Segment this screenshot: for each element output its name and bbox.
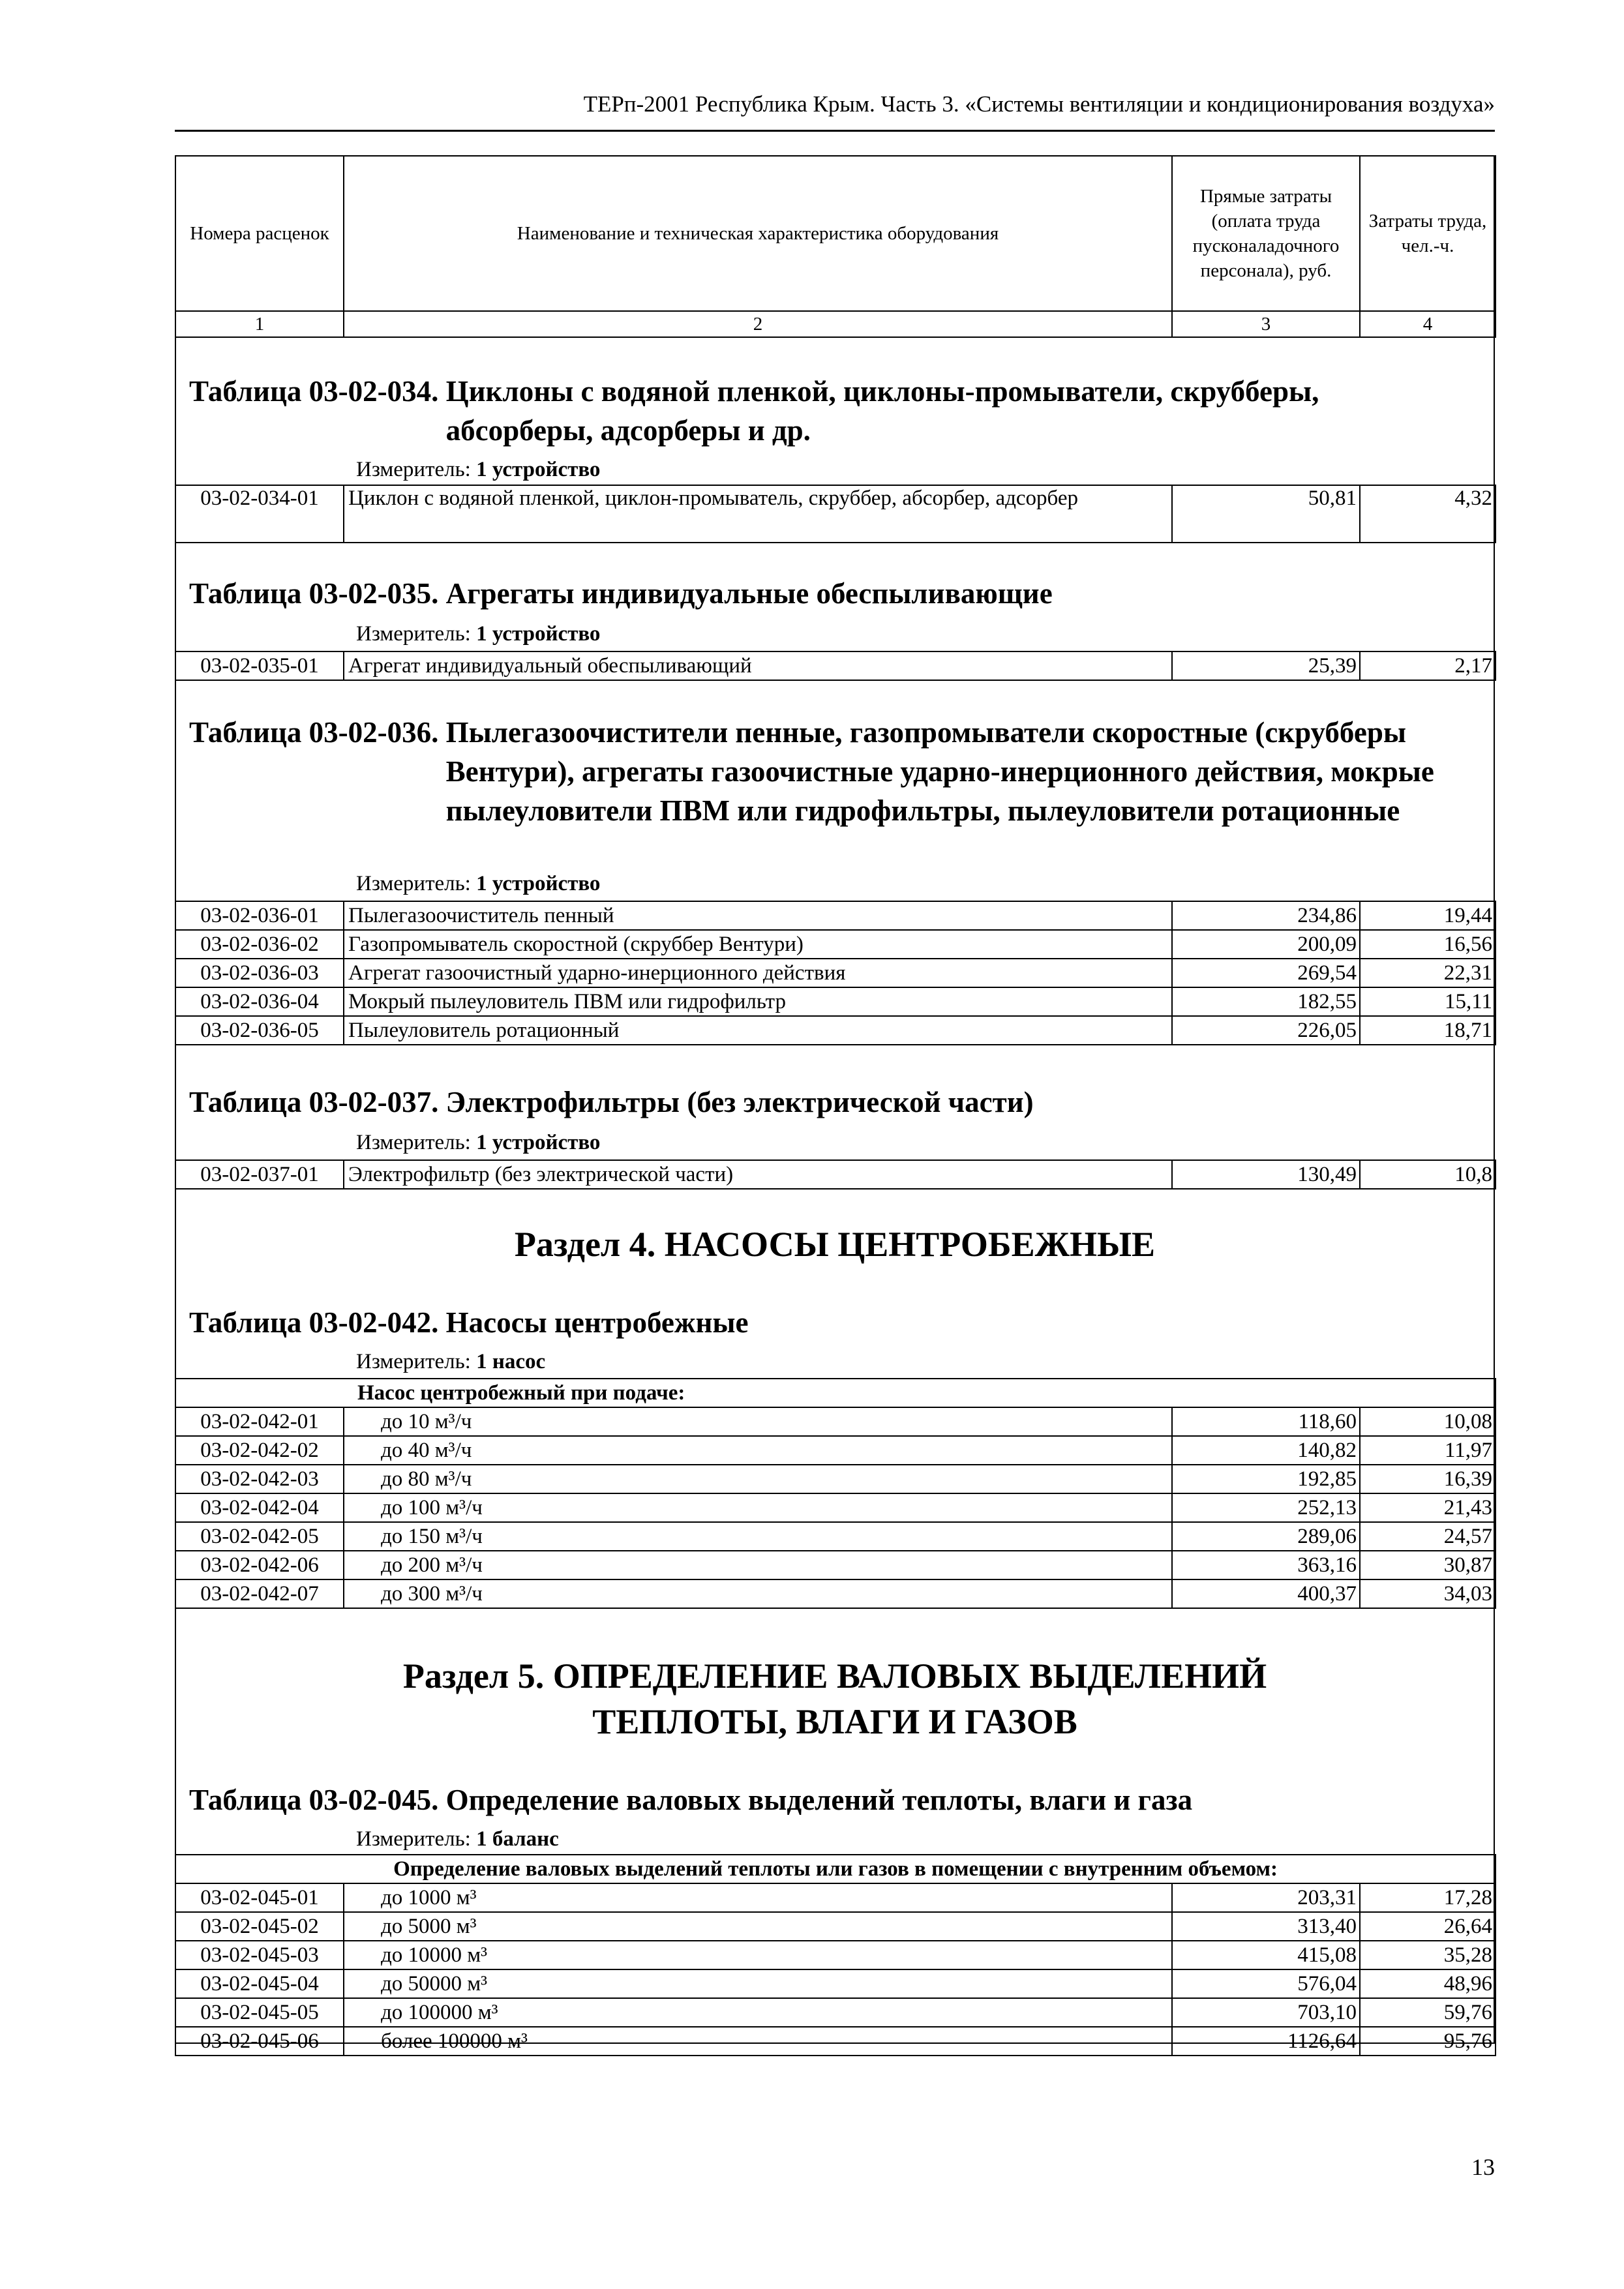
table-037-prefix: Таблица 03-02-037. (189, 1086, 439, 1118)
labor-cost: 26,64 (1360, 1912, 1496, 1941)
rate-code: 03-02-036-03 (175, 959, 344, 987)
labor-cost: 21,43 (1360, 1493, 1496, 1522)
direct-cost: 192,85 (1172, 1465, 1360, 1493)
table-034 (175, 485, 1496, 543)
table-042 (175, 1378, 1496, 1609)
measure-label: Измеритель: (356, 458, 471, 481)
header-cost: Прямые затраты (оплата труда пусконаладочного персонала), руб. (1172, 156, 1360, 311)
item-name: до 100000 м³ (344, 1998, 1172, 2027)
item-name: до 100 м³/ч (344, 1493, 1172, 1522)
table-row (175, 651, 1496, 680)
item-name: до 40 м³/ч (344, 1436, 1172, 1465)
header-num-2: 2 (344, 311, 1172, 337)
rate-code: 03-02-045-04 (175, 1969, 344, 1998)
item-name: Агрегат индивидуальный обеспыливающий (344, 651, 1172, 680)
table-row (175, 930, 1496, 959)
item-name: Пылегазоочиститель пенный (344, 901, 1172, 930)
labor-cost: 10,8 (1360, 1160, 1496, 1189)
labor-cost: 15,11 (1360, 987, 1496, 1016)
rate-code: 03-02-036-02 (175, 930, 344, 959)
table-036-prefix: Таблица 03-02-036. (189, 716, 439, 749)
measure-unit: 1 устройство (476, 622, 601, 646)
labor-cost: 18,71 (1360, 1016, 1496, 1045)
table-036-name: Пылегазоочистители пенные, газопромыватели скоростные (скрубберы Вентури), агрегаты газоочистные ударно-инерционного действия, мокрые пылеуловители ПВМ или гидрофильтры, пылеуловители ротационные (445, 716, 1434, 827)
labor-cost: 35,28 (1360, 1941, 1496, 1969)
item-name: Мокрый пылеуловитель ПВМ или гидрофильтр (344, 987, 1172, 1016)
rate-code: 03-02-036-05 (175, 1016, 344, 1045)
direct-cost: 226,05 (1172, 1016, 1360, 1045)
labor-cost: 17,28 (1360, 1883, 1496, 1912)
rate-code: 03-02-042-02 (175, 1436, 344, 1465)
table-034-measure (356, 456, 600, 483)
direct-cost: 118,60 (1172, 1407, 1360, 1436)
table-045-prefix: Таблица 03-02-045. (189, 1784, 439, 1816)
rate-code: 03-02-042-03 (175, 1465, 344, 1493)
rate-code: 03-02-042-06 (175, 1551, 344, 1579)
page-number: 13 (1471, 2154, 1495, 2180)
table-group-row (175, 1379, 1496, 1407)
direct-cost: 130,49 (1172, 1160, 1360, 1189)
measure-label: Измеритель: (356, 1827, 471, 1851)
header-num-1: 1 (175, 311, 344, 337)
direct-cost: 25,39 (1172, 651, 1360, 680)
table-row (175, 1160, 1496, 1189)
table-042-measure (356, 1349, 545, 1375)
table-row (175, 1579, 1496, 1608)
direct-cost: 400,37 (1172, 1579, 1360, 1608)
item-name: до 1000 м³ (344, 1883, 1172, 1912)
header-num-3: 3 (1172, 311, 1360, 337)
table-045 (175, 1854, 1496, 2056)
measure-unit: 1 баланс (476, 1827, 559, 1851)
column-header-table (175, 155, 1496, 338)
direct-cost: 182,55 (1172, 987, 1360, 1016)
labor-cost: 16,56 (1360, 930, 1496, 959)
table-row (175, 901, 1496, 930)
running-header: ТЕРп-2001 Республика Крым. Часть 3. «Системы вентиляции и кондиционирования воздуха» (583, 91, 1495, 117)
rate-code: 03-02-036-01 (175, 901, 344, 930)
item-name: до 200 м³/ч (344, 1551, 1172, 1579)
rate-code: 03-02-037-01 (175, 1160, 344, 1189)
labor-cost: 2,17 (1360, 651, 1496, 680)
table-row (175, 1016, 1496, 1045)
table-row (175, 485, 1496, 543)
table-row (175, 2027, 1496, 2056)
table-035-measure (356, 621, 600, 647)
table-034-name: Циклоны с водяной пленкой, циклоны-промыватели, скрубберы, абсорберы, адсорберы и др. (445, 375, 1319, 447)
direct-cost: 234,86 (1172, 901, 1360, 930)
rate-code: 03-02-045-02 (175, 1912, 344, 1941)
table-row (175, 1941, 1496, 1969)
labor-cost: 11,97 (1360, 1436, 1496, 1465)
table-row (175, 1436, 1496, 1465)
table-row (175, 1407, 1496, 1436)
measure-unit: 1 устройство (476, 872, 601, 895)
table-row (175, 1493, 1496, 1522)
direct-cost: 313,40 (1172, 1912, 1360, 1941)
rate-code: 03-02-045-06 (175, 2027, 344, 2056)
table-row (175, 1969, 1496, 1998)
measure-label: Измеритель: (356, 1350, 471, 1373)
table-036-measure (356, 871, 600, 897)
table-037-title (189, 1083, 1494, 1122)
labor-cost: 16,39 (1360, 1465, 1496, 1493)
group-heading: Определение валовых выделений теплоты или газов в помещении с внутренним объемом: (175, 1855, 1496, 1883)
labor-cost: 48,96 (1360, 1969, 1496, 1998)
rate-code: 03-02-045-01 (175, 1883, 344, 1912)
measure-unit: 1 насос (476, 1350, 546, 1373)
labor-cost: 19,44 (1360, 901, 1496, 930)
labor-cost: 10,08 (1360, 1407, 1496, 1436)
labor-cost: 59,76 (1360, 1998, 1496, 2027)
rate-code: 03-02-045-05 (175, 1998, 344, 2027)
direct-cost: 252,13 (1172, 1493, 1360, 1522)
measure-label: Измеритель: (356, 622, 471, 646)
table-036 (175, 901, 1496, 1045)
table-045-title (189, 1780, 1494, 1819)
table-045-measure (356, 1826, 559, 1852)
table-042-prefix: Таблица 03-02-042. (189, 1306, 439, 1339)
table-row (175, 1522, 1496, 1551)
labor-cost: 95,76 (1360, 2027, 1496, 2056)
table-037-measure (356, 1130, 600, 1156)
item-name: Электрофильтр (без электрической части) (344, 1160, 1172, 1189)
header-rule (175, 130, 1495, 132)
rate-code: 03-02-042-07 (175, 1579, 344, 1608)
labor-cost: 24,57 (1360, 1522, 1496, 1551)
table-037 (175, 1159, 1496, 1189)
rate-code: 03-02-042-05 (175, 1522, 344, 1551)
item-name: Газопромыватель скоростной (скруббер Вентури) (344, 930, 1172, 959)
labor-cost: 22,31 (1360, 959, 1496, 987)
labor-cost: 30,87 (1360, 1551, 1496, 1579)
table-035-prefix: Таблица 03-02-035. (189, 577, 439, 610)
measure-label: Измеритель: (356, 1131, 471, 1154)
table-035-name: Агрегаты индивидуальные обеспыливающие (445, 577, 1053, 610)
item-name: до 80 м³/ч (344, 1465, 1172, 1493)
item-name: Агрегат газоочистный ударно-инерционного действия (344, 959, 1172, 987)
group-heading: Насос центробежный при подаче: (175, 1379, 1496, 1407)
rate-code: 03-02-036-04 (175, 987, 344, 1016)
table-row (175, 959, 1496, 987)
header-name: Наименование и техническая характеристика оборудования (344, 156, 1172, 311)
item-name: до 50000 м³ (344, 1969, 1172, 1998)
item-name: более 100000 м³ (344, 2027, 1172, 2056)
direct-cost: 1126,64 (1172, 2027, 1360, 2056)
direct-cost: 200,09 (1172, 930, 1360, 959)
table-036-title (189, 713, 1494, 830)
measure-unit: 1 устройство (476, 1131, 601, 1154)
table-035-title (189, 574, 1494, 613)
table-row (175, 1998, 1496, 2027)
labor-cost: 34,03 (1360, 1579, 1496, 1608)
rate-code: 03-02-042-01 (175, 1407, 344, 1436)
table-037-name: Электрофильтры (без электрической части) (445, 1086, 1034, 1118)
rate-code: 03-02-042-04 (175, 1493, 344, 1522)
direct-cost: 203,31 (1172, 1883, 1360, 1912)
direct-cost: 140,82 (1172, 1436, 1360, 1465)
item-name: до 10000 м³ (344, 1941, 1172, 1969)
table-row (175, 987, 1496, 1016)
measure-unit: 1 устройство (476, 458, 601, 481)
header-code: Номера расценок (175, 156, 344, 311)
header-num-4: 4 (1360, 311, 1496, 337)
item-name: до 5000 м³ (344, 1912, 1172, 1941)
section-4-heading: Раздел 4. НАСОСЫ ЦЕНТРОБЕЖНЫЕ (514, 1225, 1156, 1264)
rate-code: 03-02-035-01 (175, 651, 344, 680)
table-035 (175, 651, 1496, 681)
direct-cost: 576,04 (1172, 1969, 1360, 1998)
direct-cost: 50,81 (1172, 485, 1360, 543)
table-045-name: Определение валовых выделений теплоты, влаги и газа (445, 1784, 1193, 1816)
table-042-name: Насосы центробежные (445, 1306, 749, 1339)
item-name: до 10 м³/ч (344, 1407, 1172, 1436)
item-name: до 150 м³/ч (344, 1522, 1172, 1551)
item-name: Циклон с водяной пленкой, циклон-промыватель, скруббер, абсорбер, адсорбер (344, 485, 1172, 543)
direct-cost: 415,08 (1172, 1941, 1360, 1969)
table-group-row (175, 1855, 1496, 1883)
table-row (175, 1883, 1496, 1912)
direct-cost: 703,10 (1172, 1998, 1360, 2027)
direct-cost: 289,06 (1172, 1522, 1360, 1551)
labor-cost: 4,32 (1360, 485, 1496, 543)
direct-cost: 363,16 (1172, 1551, 1360, 1579)
header-labor: Затраты труда, чел.-ч. (1360, 156, 1496, 311)
rate-code: 03-02-034-01 (175, 485, 344, 543)
table-row (175, 1465, 1496, 1493)
table-034-prefix: Таблица 03-02-034. (189, 375, 439, 408)
measure-label: Измеритель: (356, 872, 471, 895)
item-name: до 300 м³/ч (344, 1579, 1172, 1608)
direct-cost: 269,54 (1172, 959, 1360, 987)
section-5-heading: Раздел 5. ОПРЕДЕЛЕНИЕ ВАЛОВЫХ ВЫДЕЛЕНИЙ ТЕПЛОТЫ, ВЛАГИ И ГАЗОВ (402, 1656, 1267, 1741)
rate-code: 03-02-045-03 (175, 1941, 344, 1969)
table-042-title (189, 1303, 1494, 1342)
table-row (175, 1551, 1496, 1579)
table-034-title (189, 372, 1494, 450)
item-name: Пылеуловитель ротационный (344, 1016, 1172, 1045)
table-row (175, 1912, 1496, 1941)
